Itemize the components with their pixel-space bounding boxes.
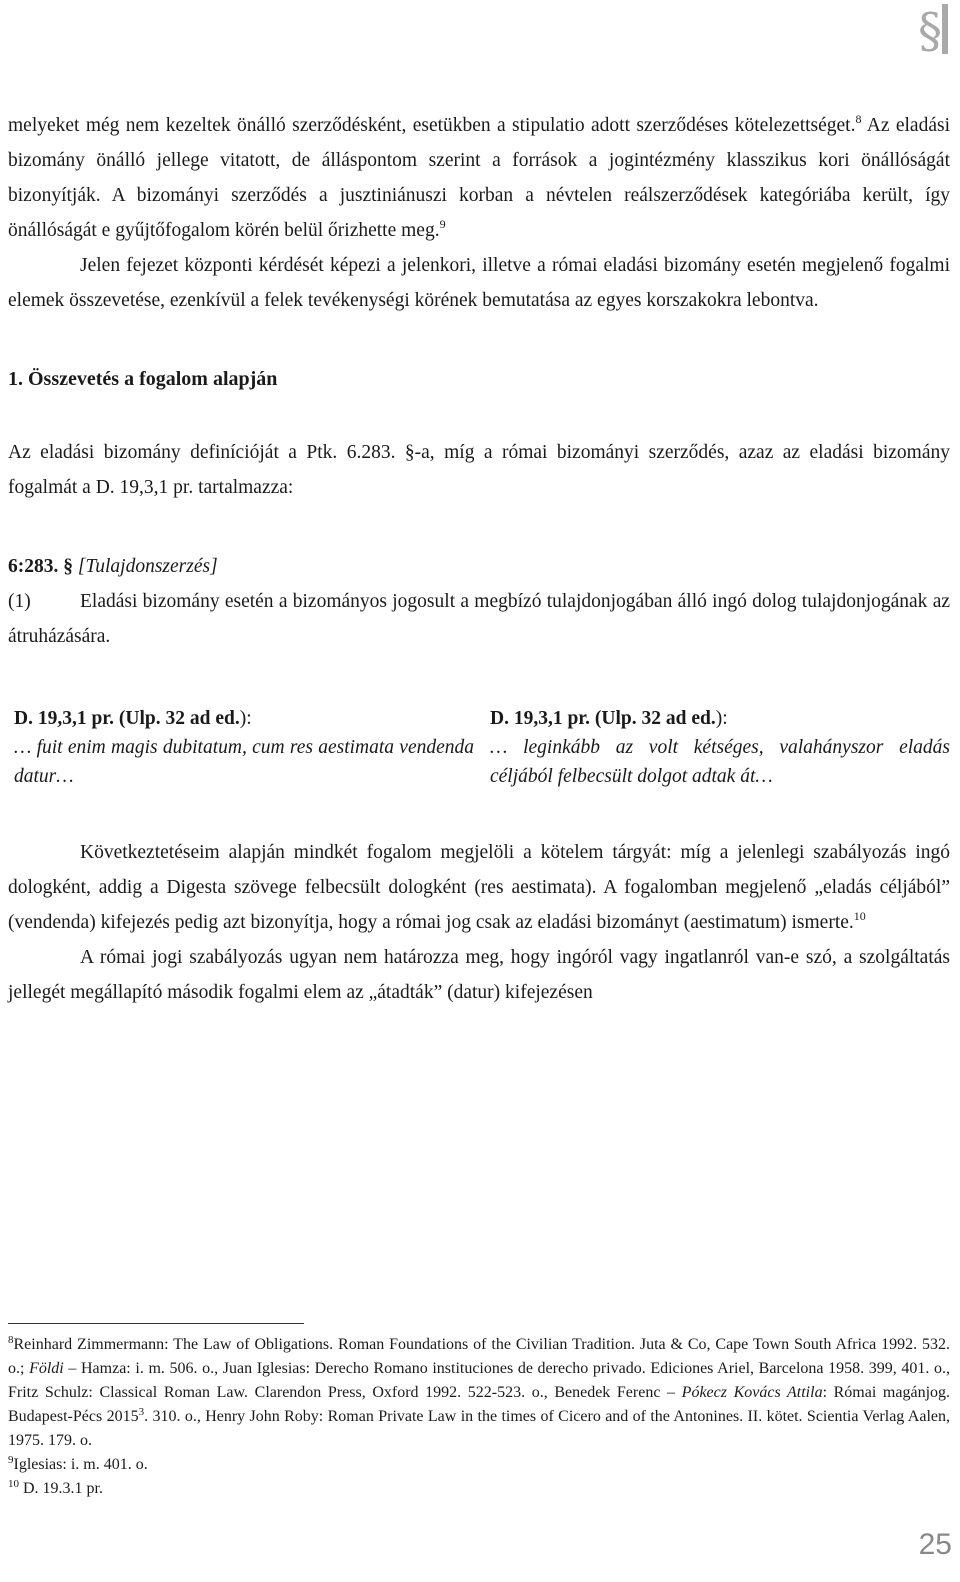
footnote-8: $^8$Reinhard Zimmermann: The Law of Obligations. Roman Foundations of the Civilian Tradition. Juta & Co, Cape Town South Africa 1992. 532. o.; Földi – Hamza: i. m. 506. o., Juan Iglesias: Derecho Romano instituciones de derecho privado. Ediciones Ariel, Barcelona 1958. 399, 401. o., Fritz Schulz: Classical Roman Law. Clarendon Press, Oxford 1992. 522-523. o., Benedek Ferenc – Pókecz Kovács Attila: Római magánjog. Budapest-Pécs 2015$^3$. 310. o., Henry John Roby: Roman Private Law in the times of Cicero and of the Antonines. II. kötet. Scientia Verlag Aalen, 1975. 179. o. <box>8 1334 951 1449</box>
law-paragraph <box>8 584 950 654</box>
footnote-9: $^9$Iglesias: i. m. 401. o. <box>8 1454 148 1473</box>
paragraph-1: melyeket még nem kezeltek önálló szerződésként, esetükben a stipulatio adott szerződéses kötelezettséget.$^8$ Az eladási bizomány önálló jellege vitatott, de álláspontom szerint a források a jogintézmény klasszikus kori önállóságát bizonyítják. A bizományi szerződés a jusztiniánuszi korban a névtelen reálszerződések kategóriába került, így önállóságát e gyűjtőfogalom körén belül őrizhette meg.$^9$ <box>8 112 950 241</box>
law-number: 6:283. § <box>8 556 73 577</box>
footnote-ref-8[interactable]: 8 <box>855 112 862 126</box>
law-paragraph-text: Eladási bizomány esetén a bizományos jogosult a megbízó tulajdonjogában álló ingó dolog tulajdonjogának az átruházására. <box>8 591 950 647</box>
section-sign-logo-icon: § <box>918 3 942 59</box>
paragraph-2: Jelen fejezet központi kérdését képezi a jelenkori, illetve a római eladási bizomány esetén megjelenő fogalmi elemek összevetése, ezenkívül a felek tevékenységi körének bemutatása az egyes korszakokra lebontva. <box>8 255 950 311</box>
hungarian-translation-column: D. 19,3,1 pr. (Ulp. 32 ad ed.): … leginkább az volt kétséges, valahányszor eladás céljából felbecsült dolgot adtak át… <box>490 704 950 791</box>
law-section-title <box>8 549 950 584</box>
footnote-10: $^{10}$ D. 19.3.1 pr. <box>8 1478 103 1497</box>
footnote-ref-9[interactable]: 9 <box>439 217 446 231</box>
paragraph-5: A római jogi szabályozás ugyan nem határozza meg, hogy ingóról vagy ingatlanról van-e szó, a szolgáltatás jellegét megállapító második fogalmi elem az „átadták” (datur) kifejezésen <box>8 947 950 1003</box>
latin-source-column: D. 19,3,1 pr. (Ulp. 32 ad ed.): … fuit enim magis dubitatum, cum res aestimata vendenda datur… <box>14 704 474 791</box>
latin-source-ref: D. 19,3,1 pr. (Ulp. 32 ad ed. <box>14 708 240 729</box>
latin-source-text: … fuit enim magis dubitatum, cum res aestimata vendenda datur… <box>14 737 474 787</box>
page-number: 25 <box>918 1528 952 1561</box>
footnote-divider <box>8 1323 304 1324</box>
law-paragraph-number: (1) <box>8 591 31 612</box>
translation-source-ref: D. 19,3,1 pr. (Ulp. 32 ad ed. <box>490 708 716 729</box>
law-subtitle: [Tulajdonszerzés] <box>77 556 218 577</box>
section-heading: 1. Összevetés a fogalom alapján <box>8 368 278 390</box>
logo-bar <box>942 4 948 54</box>
paragraph-3: Az eladási bizomány definícióját a Ptk. 6.283. §-a, míg a római bizományi szerződés, azaz az eladási bizomány fogalmát a D. 19,3,1 pr. tartalmazza: <box>8 442 950 498</box>
page-body <box>8 108 950 1010</box>
footnote-ref-10[interactable]: 10 <box>853 909 866 923</box>
translation-text: … leginkább az volt kétséges, valahányszor eladás céljából felbecsült dolgot adtak át… <box>490 737 950 787</box>
paragraph-4: Következtetéseim alapján mindkét fogalom megjelöli a kötelem tárgyát: míg a jelenlegi szabályozás ingó dologként, addig a Digesta szövege felbecsült dologként (res aestimata). A fogalomban megjelenő „eladás céljából” (vendenda) kifejezés pedig azt bizonyítja, hogy a római jog csak az eladási bizományt (aestimatum) ismerte.$^{10}$ <box>8 842 950 933</box>
footnotes <box>8 1333 950 1501</box>
source-comparison <box>8 704 950 791</box>
